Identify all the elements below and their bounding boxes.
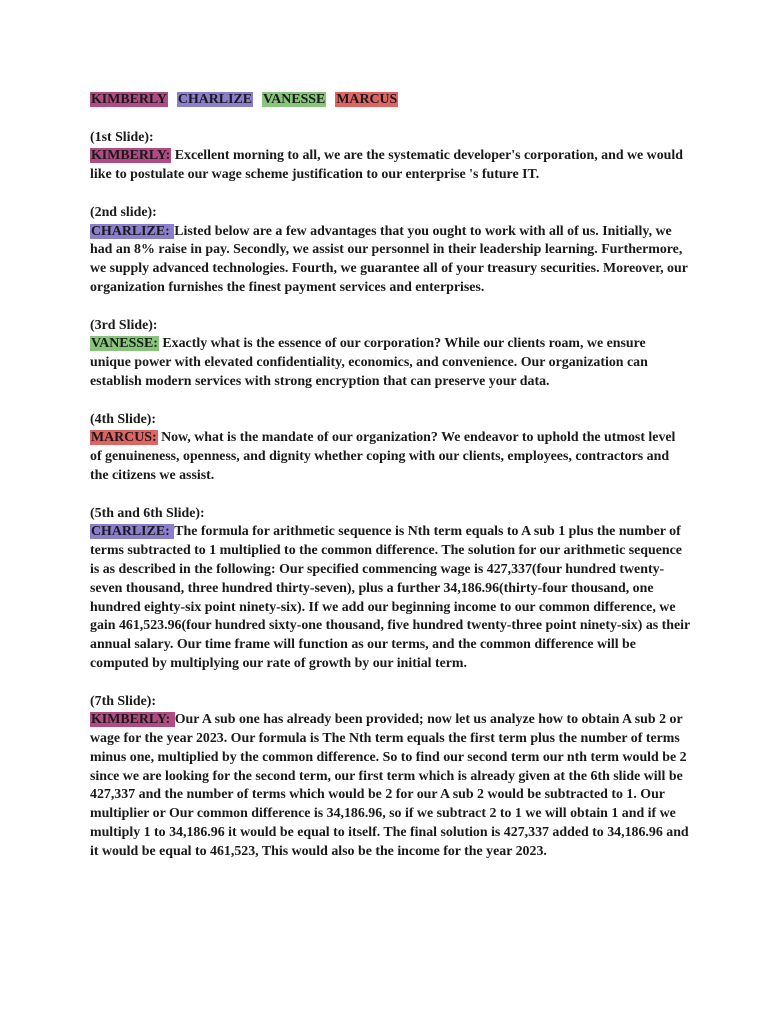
speaker-highlight-marcus: MARCUS:: [91, 430, 157, 446]
slide-label: (5th and 6th Slide):: [90, 505, 205, 521]
slide-label: (1st Slide):: [90, 129, 154, 145]
slide-section-1: [90, 129, 690, 185]
slide-paragraph: [90, 147, 690, 185]
paragraph-text: Listed below are a few advantages that you ought to work with all of us. Initially, we had an 8% raise in pay. Secondly, we assist our personnel in their leadership learning. Furthermore, we supply advanced technologies. Fourth, we guarantee all of your treasury securities. Moreover, our organization furnishes the finest payment services and enterprises.: [90, 223, 688, 295]
document-body: [90, 91, 690, 862]
speaker-highlight-kimberly: KIMBERLY:: [91, 148, 171, 164]
name-tag-vanesse: VANESSE: [263, 92, 326, 107]
name-tag-kimberly: KIMBERLY: [91, 92, 167, 107]
slide-section-5-6: [90, 505, 690, 674]
slide-section-3: [90, 317, 690, 392]
speaker-highlight-charlize: CHARLIZE:: [91, 223, 174, 239]
slide-label: (7th Slide):: [90, 693, 156, 709]
slide-section-7: [90, 693, 690, 862]
slide-section-2: [90, 204, 690, 298]
paragraph-text: Exactly what is the essence of our corporation? While our clients roam, we ensure unique power with elevated confidentiality, economics, and convenience. Our organization can establish modern services with strong encryption that can preserve your data.: [90, 336, 648, 389]
slide-paragraph: [90, 223, 690, 298]
speaker-highlight-charlize: CHARLIZE:: [91, 524, 174, 540]
paragraph-text: Excellent morning to all, we are the systematic developer's corporation, and we would like to postulate our wage scheme justification to our enterprise 's future IT.: [90, 148, 683, 183]
slide-paragraph: [90, 429, 690, 485]
slide-section-4: [90, 411, 690, 486]
speaker-highlight-kimberly: KIMBERLY:: [91, 712, 174, 728]
slide-label: (3rd Slide):: [90, 317, 158, 333]
paragraph-text: Our A sub one has already been provided; now let us analyze how to obtain A sub 2 or wage for the year 2023. Our formula is The Nth term equals the first term plus the number of terms minus one, multiplied by the common difference. So to find our second term our nth term would be 2 since we are looking for the second term, our first term which is already given at the 6th slide will be 427,337 and the number of terms which would be 2 for our A sub 2 would be subtracted to 1. Our multiplier or Our common difference is 34,186.96, so if we subtract 2 to 1 we will obtain 1 and if we multiply 1 to 34,186.96 it would be equal to itself. The final solution is 427,337 added to 34,186.96 and it would be equal to 461,523, This would also be the income for the year 2023.: [90, 712, 689, 859]
slide-label: (4th Slide):: [90, 411, 156, 427]
name-tag-marcus: MARCUS: [336, 92, 398, 107]
paragraph-text: Now, what is the mandate of our organization? We endeavor to uphold the utmost level of genuineness, openness, and dignity whether coping with our clients, employees, contractors and the citizens we assist.: [90, 430, 676, 483]
speaker-names-row: [90, 91, 690, 110]
slide-label: (2nd slide):: [90, 204, 157, 220]
speaker-highlight-vanesse: VANESSE:: [91, 336, 158, 352]
paragraph-text: The formula for arithmetic sequence is Nth term equals to A sub 1 plus the number of terms subtracted to 1 multiplied to the common difference. The solution for our arithmetic sequence is as described in the following: Our specified commencing wage is 427,337(four hundred twenty-seven thousand, three hundred thirty-seven), plus a further 34,186.96(thirty-four thousand, one hundred eighty-six point ninety-six). If we add our beginning income to our common difference, we gain 461,523.96(four hundred sixty-one thousand, five hundred twenty-three point ninety-six) as their annual salary. Our time frame will function as our terms, and the common difference will be computed by multiplying our rate of growth by our initial term.: [90, 524, 690, 671]
slide-paragraph: [90, 711, 690, 861]
name-tag-charlize: CHARLIZE: [177, 92, 253, 107]
slide-paragraph: [90, 523, 690, 673]
slide-paragraph: [90, 335, 690, 391]
